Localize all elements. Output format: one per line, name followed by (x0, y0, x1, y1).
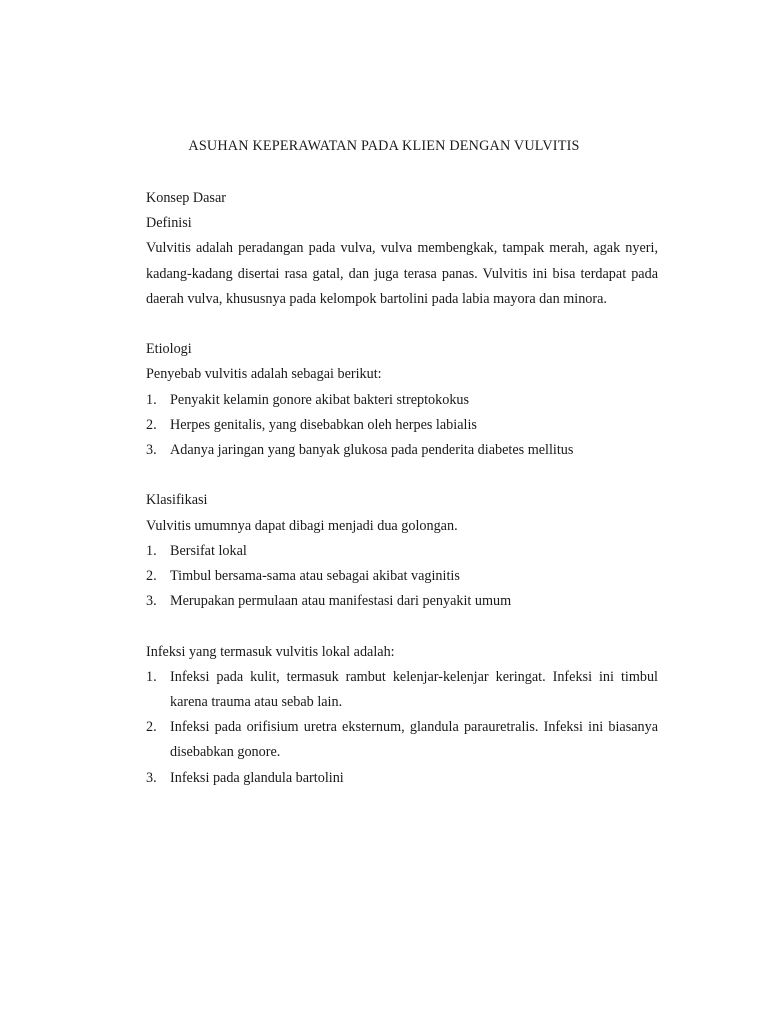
list-number: 2. (146, 719, 157, 736)
list-item (146, 589, 658, 614)
list-number: 1. (146, 391, 157, 408)
list-number: 3. (146, 593, 157, 610)
section-heading-etiologi: Etiologi (146, 341, 192, 358)
list-item (146, 715, 658, 765)
list-number: 1. (146, 542, 157, 559)
document-body (146, 186, 658, 791)
list-number: 3. (146, 769, 157, 786)
list-item-text: Adanya jaringan yang banyak glukosa pada penderita diabetes mellitus (170, 442, 574, 459)
document-title: ASUHAN KEPERAWATAN PADA KLIEN DENGAN VULVITIS (188, 138, 580, 154)
infeksi-lokal-intro: Infeksi yang termasuk vulvitis lokal adalah: (146, 643, 395, 660)
list-number: 2. (146, 568, 157, 585)
list-item (146, 766, 658, 791)
list-item (146, 413, 658, 438)
list-item (146, 665, 658, 715)
list-number: 3. (146, 442, 157, 459)
paragraph-gap (146, 312, 658, 337)
paragraph-gap (146, 463, 658, 488)
list-item-text: Timbul bersama-sama atau sebagai akibat vaginitis (170, 568, 460, 585)
list-item (146, 388, 658, 413)
list-item-text: Infeksi pada orifisium uretra eksternum, glandula parauretralis. Infeksi ini biasanya disebabkan gonore. (170, 719, 658, 761)
list-item (146, 564, 658, 589)
list-item (146, 539, 658, 564)
list-item-text: Herpes genitalis, yang disebabkan oleh herpes labialis (170, 416, 477, 433)
section-heading-definisi: Definisi (146, 215, 192, 232)
list-item-text: Infeksi pada kulit, termasuk rambut kelenjar-kelenjar keringat. Infeksi ini timbul karena trauma atau sebab lain. (170, 668, 658, 711)
section-heading-klasifikasi: Klasifikasi (146, 492, 208, 509)
definisi-paragraph: Vulvitis adalah peradangan pada vulva, vulva membengkak, tampak merah, agak nyeri, kadang-kadang disertai rasa gatal, dan juga terasa panas. Vulvitis ini bisa terdapat pada daerah vulva, khususnya pada kelompok bartolini pada labia mayora dan minora. (146, 240, 658, 307)
list-item (146, 438, 658, 463)
list-number: 1. (146, 668, 157, 685)
etiologi-list (146, 388, 658, 464)
etiologi-intro: Penyebab vulvitis adalah sebagai berikut: (146, 366, 382, 383)
list-item-text: Infeksi pada glandula bartolini (170, 769, 344, 786)
infeksi-lokal-list (146, 665, 658, 791)
klasifikasi-list (146, 539, 658, 615)
list-item-text: Bersifat lokal (170, 542, 247, 559)
paragraph-gap (146, 614, 658, 639)
list-item-text: Merupakan permulaan atau manifestasi dari penyakit umum (170, 593, 512, 610)
list-item-text: Penyakit kelamin gonore akibat bakteri streptokokus (170, 391, 470, 408)
klasifikasi-intro: Vulvitis umumnya dapat dibagi menjadi dua golongan. (146, 517, 458, 534)
list-number: 2. (146, 416, 157, 433)
section-heading-konsep-dasar: Konsep Dasar (146, 190, 226, 206)
